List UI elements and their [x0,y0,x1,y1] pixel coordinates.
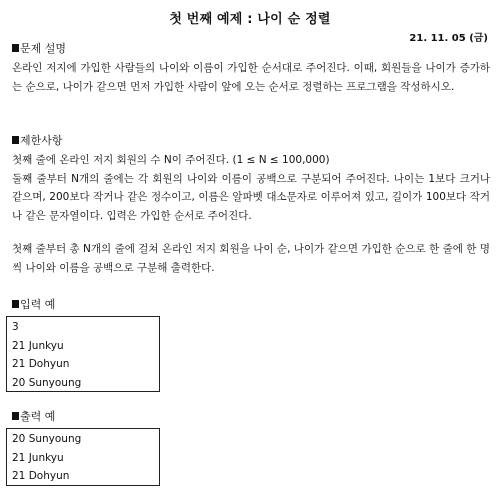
input-line: 21 Dohyun [12,358,70,370]
output-line: 21 Dohyun [12,470,70,482]
problem-heading: 문제 설명 [12,42,490,56]
constraints-heading: 제한사항 [12,134,490,148]
constraints-line-1: 첫째 줄에 온라인 저지 회원의 수 N이 주어진다. (1 ≤ N ≤ 100,000) [12,154,330,166]
square-bullet-icon [12,300,19,308]
constraints-line-2: 둘째 줄부터 N개의 줄에는 각 회원의 나이와 이름이 공백으로 구분되어 주어진다. 나이는 1보다 크거나 같으며, 200보다 작거나 같은 정수이고, 이름은 알파벳 대소문자로 이루어져 있고, 길이가 100보다 작거나 같은 문자열이다. 입력은 가입한 순서로 주어진다. [12,172,490,222]
output-example-heading: 출력 예 [12,410,490,424]
square-bullet-icon [12,412,19,420]
input-line: 21 Junkyu [12,339,64,352]
output-description: 첫째 줄부터 총 N개의 줄에 걸쳐 온라인 저지 회원을 나이 순, 나이가 같으면 가입한 순으로 한 줄에 한 명씩 나이와 이름을 공백으로 구분해 출력한다. [12,243,490,274]
date-label: 21. 11. 05 (금) [409,33,488,44]
square-bullet-icon [12,44,19,52]
problem-section [12,42,490,96]
input-example-heading: 입력 예 [12,298,490,312]
input-line: 3 [12,321,19,333]
input-line: 20 Sunyoung [12,376,82,389]
square-bullet-icon [12,136,19,144]
output-example-box [6,428,160,486]
page-title: 첫 번째 예제 : 나이 순 정렬 [169,12,331,27]
output-line: 21 Junkyu [12,451,64,464]
constraints-section [12,134,490,277]
input-example-box [6,316,160,392]
problem-text: 온라인 저지에 가입한 사람들의 나이와 이름이 가입한 순서대로 주어진다. 이때, 회원들을 나이가 증가하는 순으로, 나이가 같으면 먼저 가입한 사람이 앞에 오는 순서로 정렬하는 프로그램을 작성하시오. [12,62,490,93]
output-line: 20 Sunyoung [12,433,82,445]
